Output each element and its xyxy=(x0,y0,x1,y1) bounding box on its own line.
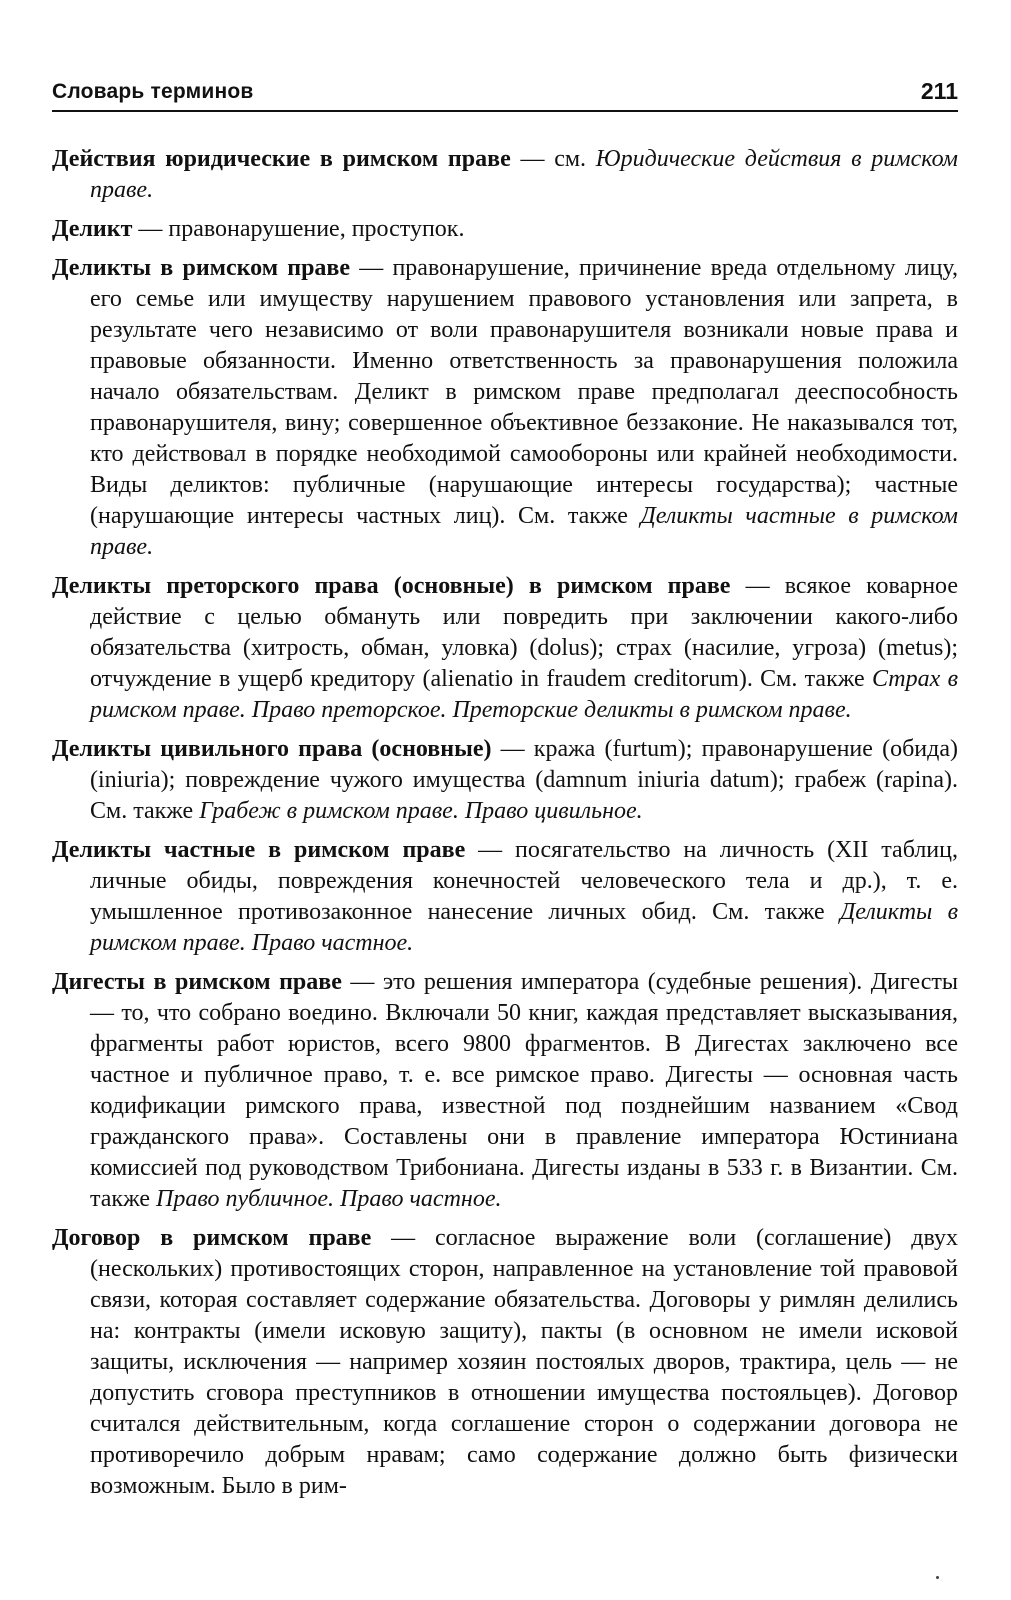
glossary-entry xyxy=(52,214,958,245)
glossary-entries xyxy=(52,144,958,1510)
entry-see-also: См. также xyxy=(518,503,641,529)
entry-cross-reference: Деликты частные в римском праве. xyxy=(90,503,958,560)
entry-definition: — кража (furtum); правонарушение (обида) (iniuria); повреждение чужого имущества (damnum iniuria datum); грабеж (rapina). xyxy=(90,736,958,793)
entry-definition: — всякое коварное действие с целью обмануть или повредить при заключении какого-либо обязательства (хитрость, обман, уловка) (dolus); страх (насилие, угроза) (metus); отчуждение в ущерб кредитору (alienatio in fraudem creditorum). xyxy=(90,573,959,692)
page-number: 211 xyxy=(920,78,958,104)
entry-cross-reference: Право публичное. Право частное. xyxy=(156,1186,502,1212)
glossary-entry xyxy=(52,1223,958,1502)
entry-see-also: См. также xyxy=(712,899,840,925)
entry-definition: — xyxy=(510,146,555,172)
entry-term: Действия юридические в римском праве xyxy=(52,146,511,172)
entry-definition: — правонарушение, проступок. xyxy=(132,216,465,242)
glossary-entry xyxy=(52,253,958,563)
entry-term: Деликты частные в римском праве xyxy=(52,837,466,863)
entry-term: Договор в римском праве xyxy=(52,1225,372,1251)
glossary-entry xyxy=(52,967,958,1215)
entry-definition: — правонарушение, причинение вреда отдельному лицу, его семье или имуществу нарушением правового установления или запрета, в результате чего независимо от воли правонарушителя возникали новые права и правовые обязанности. Именно ответственность за правонарушения положила начало обязательствам. Деликт в римском праве предполагал дееспособность правонарушителя, вину; совершенное объективное беззаконие. Не наказывался тот, кто действовал в порядке необходимой самообороны или крайней необходимости. Виды деликтов: публичные (нарушающие интересы государства); частные (нарушающие интересы частных лиц). xyxy=(90,255,959,529)
entry-term: Деликты в римском праве xyxy=(52,255,351,281)
entry-cross-reference: Деликты в римском праве. Право частное. xyxy=(90,899,959,956)
glossary-entry xyxy=(52,734,958,827)
entry-cross-reference: Страх в римском праве. Право преторское. Преторские деликты в римском праве. xyxy=(90,666,958,723)
glossary-entry xyxy=(52,571,958,726)
running-header xyxy=(52,78,958,112)
entry-cross-reference: Юридические действия в римском праве. xyxy=(90,146,958,203)
entry-see-also: См. также xyxy=(90,1155,958,1212)
print-speck xyxy=(936,1576,939,1579)
entry-see-also: См. также xyxy=(760,666,872,692)
entry-definition: — согласное выражение воли (соглашение) двух (нескольких) противостоящих сторон, направленное на установление той правовой связи, которая составляет содержание обязательства. Договоры у римлян делились на: контракты (имели исковую защиту), пакты (в основном не имели исковой защиты, исключения — например хозяин постоялых дворов, трактира, цель — не допустить сговора преступников в отношении имущества постояльцев). Договор считался действительным, когда соглашение сторон о содержании договора не противоречило добрым нравам; само содержание должно быть физически возможным. Было в рим- xyxy=(90,1225,958,1499)
section-title: Словарь терминов xyxy=(52,80,254,103)
entry-definition: — посягательство на личность (XII таблиц, личные обиды, повреждения конечностей человеческого тела и др.), т. е. умышленное противозаконное нанесение личных обид. xyxy=(90,837,958,925)
glossary-entry xyxy=(52,144,958,206)
glossary-entry xyxy=(52,835,958,959)
entry-term: Деликты преторского права (основные) в римском праве xyxy=(52,573,731,599)
entry-term: Деликт xyxy=(52,216,133,242)
entry-definition: — это решения императора (судебные решения). Дигесты — то, что собрано воедино. Включали 50 книг, каждая представляет высказывания, фрагменты работ юристов, всего 9800 фрагментов. В Дигестах заключено все частное и публичное право, т. е. все римское право. Дигесты — основная часть кодификации римского права, известной под позднейшим названием «Свод гражданского права». Составлены они в правление императора Юстиниана комиссией под руководством Трибониана. Дигесты изданы в 533 г. в Византии. xyxy=(90,969,959,1181)
entry-term: Дигесты в римском праве xyxy=(52,969,342,995)
entry-see-also: см. xyxy=(554,146,596,172)
entry-see-also: См. также xyxy=(90,798,200,824)
entry-cross-reference: Грабеж в римском праве. Право цивильное. xyxy=(199,798,643,824)
entry-term: Деликты цивильного права (основные) xyxy=(52,736,492,762)
